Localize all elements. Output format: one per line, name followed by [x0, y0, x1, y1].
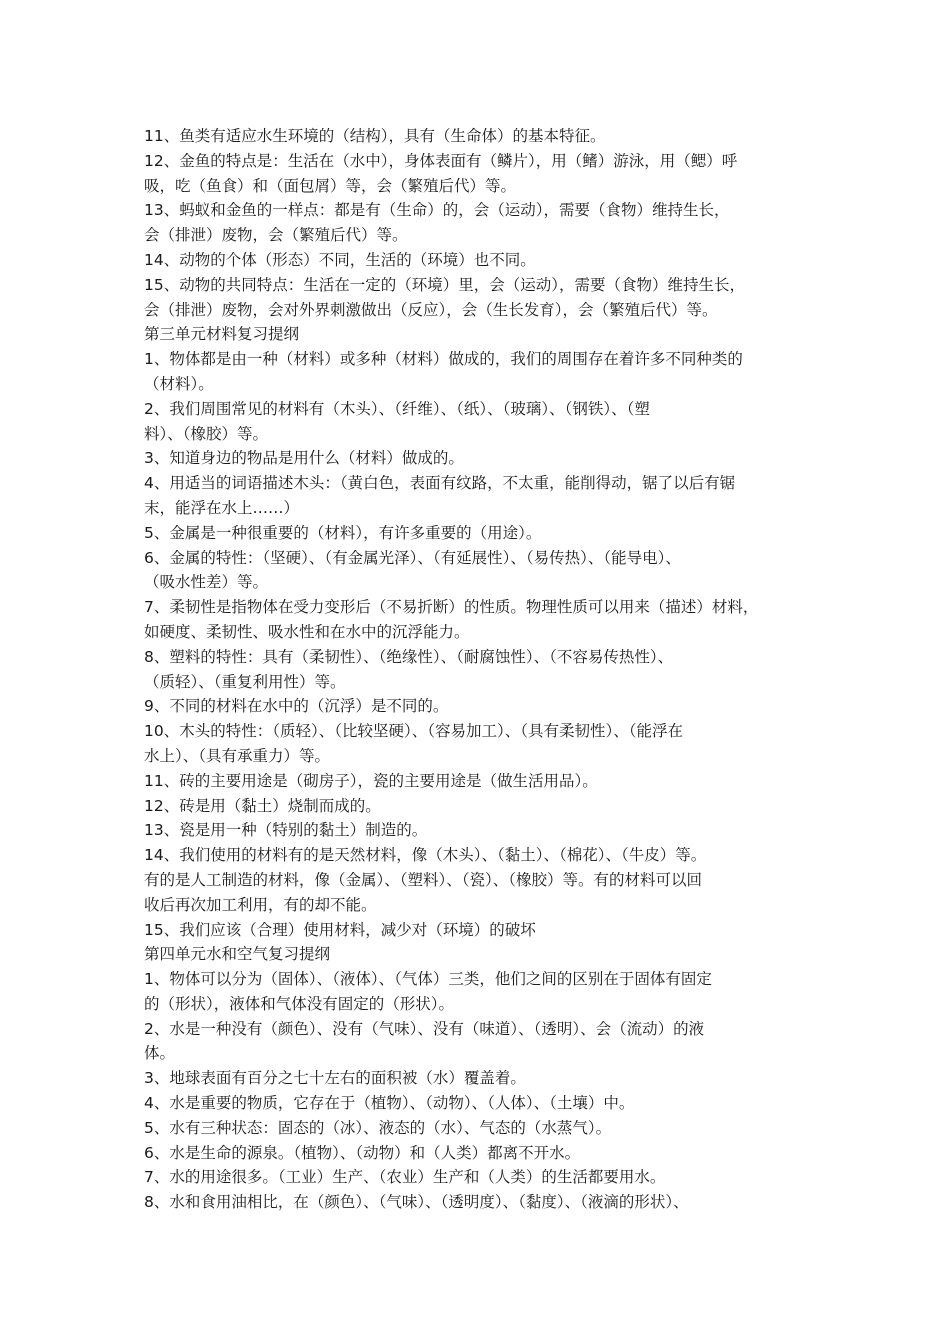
text-line: 会（排泄）废物，会（繁殖后代）等。 — [144, 226, 408, 245]
text-line: 的（形状），液体和气体没有固定的（形状）。 — [144, 994, 455, 1013]
text-line: 体。 — [144, 1044, 176, 1063]
text-line: 12、砖是用（黏土）烧制而成的。 — [144, 796, 381, 815]
text-line: 7、柔韧性是指物体在受力变形后（不易折断）的性质。物理性质可以用来（描述）材料， — [144, 598, 759, 617]
text-line: 3、地球表面有百分之七十左右的面积被（水）覆盖着。 — [144, 1069, 526, 1088]
text-line: 4、用适当的词语描述木头：（黄白色，表面有纹路，不太重，能削得动，锯了以后有锯 — [144, 474, 736, 493]
text-line: 5、金属是一种很重要的（材料），有许多重要的（用途）。 — [144, 523, 542, 542]
text-line: 有的是人工制造的材料，像（金属）、（塑料）、（瓷）、（橡胶）等。有的材料可以回 — [144, 870, 703, 889]
text-line: 1、物体都是由一种（材料）或多种（材料）做成的，我们的周围存在着许多不同种类的 — [144, 350, 743, 369]
text-line: 水上）、（具有承重力）等。 — [144, 746, 331, 765]
text-line: 7、水的用途很多。（工业）生产、（农业）生产和（人类）的生活都要用水。 — [144, 1168, 666, 1187]
text-line: 吸，吃（鱼食）和（面包屑）等，会（繁殖后代）等。 — [144, 176, 517, 195]
text-line: （材料）。 — [144, 374, 214, 393]
text-line: 2、我们周围常见的材料有（木头）、（纤维）、（纸）、（玻璃）、（钢铁）、（塑 — [144, 399, 650, 418]
text-line: 9、不同的材料在水中的（沉浮）是不同的。 — [144, 697, 449, 716]
text-line: 5、水有三种状态：固态的（冰）、液态的（水）、气态的（水蒸气）。 — [144, 1118, 612, 1137]
text-line: 6、金属的特性：（坚硬）、（有金属光泽）、（有延展性）、（易传热）、（能导电）、 — [144, 548, 681, 567]
text-line: 收后再次加工利用，有的却不能。 — [144, 895, 377, 914]
text-line: 1、物体可以分为（固体）、（液体）、（气体）三类，他们之间的区别在于固体有固定 — [144, 970, 712, 989]
text-line: 15、我们应该（合理）使用材料，减少对（环境）的破坏 — [144, 920, 536, 939]
text-line: 11、砖的主要用途是（砌房子），瓷的主要用途是（做生活用品）。 — [144, 771, 598, 790]
text-line: 14、我们使用的材料有的是天然材料，像（木头）、（黏土）、（棉花）、（牛皮）等。 — [144, 846, 707, 865]
text-line: 3、知道身边的物品是用什么（材料）做成的。 — [144, 449, 464, 468]
text-line: 12、金鱼的特点是：生活在（水中），身体表面有（鳞片），用（鳍）游泳，用（鳃）呼 — [144, 151, 738, 170]
text-line: 2、水是一种没有（颜色）、没有（气味）、没有（味道）、（透明）、会（流动）的液 — [144, 1019, 705, 1038]
text-line: 8、塑料的特性：具有（柔韧性）、（绝缘性）、（耐腐蚀性）、（不容易传热性）、 — [144, 647, 674, 666]
document-page — [144, 124, 814, 1215]
text-line: 15、动物的共同特点：生活在一定的（环境）里，会（运动），需要（食物）维持生长， — [144, 275, 745, 294]
text-line: 会（排泄）废物，会对外界刺激做出（反应），会（生长发育），会（繁殖后代）等。 — [144, 300, 718, 319]
text-line: 料）、（橡胶）等。 — [144, 424, 269, 443]
text-line: 4、水是重要的物质，它存在于（植物）、（动物）、（人体）、（土壤）中。 — [144, 1094, 635, 1113]
text-line: 如硬度、柔韧性、吸水性和在水中的沉浮能力。 — [144, 622, 470, 641]
text-line: 13、瓷是用一种（特别的黏土）制造的。 — [144, 821, 428, 840]
text-line: （质轻）、（重复利用性）等。 — [144, 672, 346, 691]
text-line: 末，能浮在水上……） — [144, 498, 300, 517]
text-line: 14、动物的个体（形态）不同，生活的（环境）也不同。 — [144, 250, 536, 269]
text-line: 6、水是生命的源泉。（植物）、（动物）和（人类）都离不开水。 — [144, 1143, 581, 1162]
text-line: 13、蚂蚁和金鱼的一样点：都是有（生命）的，会（运动），需要（食物）维持生长， — [144, 201, 730, 220]
text-line: （吸水性差）等。 — [144, 573, 269, 592]
text-line: 10、木头的特性：（质轻）、（比较坚硬）、（容易加工）、（具有柔韧性）、（能浮在 — [144, 722, 683, 741]
section-heading: 第四单元水和空气复习提纲 — [144, 945, 331, 964]
text-line: 8、水和食用油相比，在（颜色）、（气味）、（透明度）、（黏度）、（液滴的形状）、 — [144, 1193, 689, 1212]
section-heading: 第三单元材料复习提纲 — [144, 325, 300, 344]
text-line: 11、鱼类有适应水生环境的（结构），具有（生命体）的基本特征。 — [144, 127, 606, 145]
